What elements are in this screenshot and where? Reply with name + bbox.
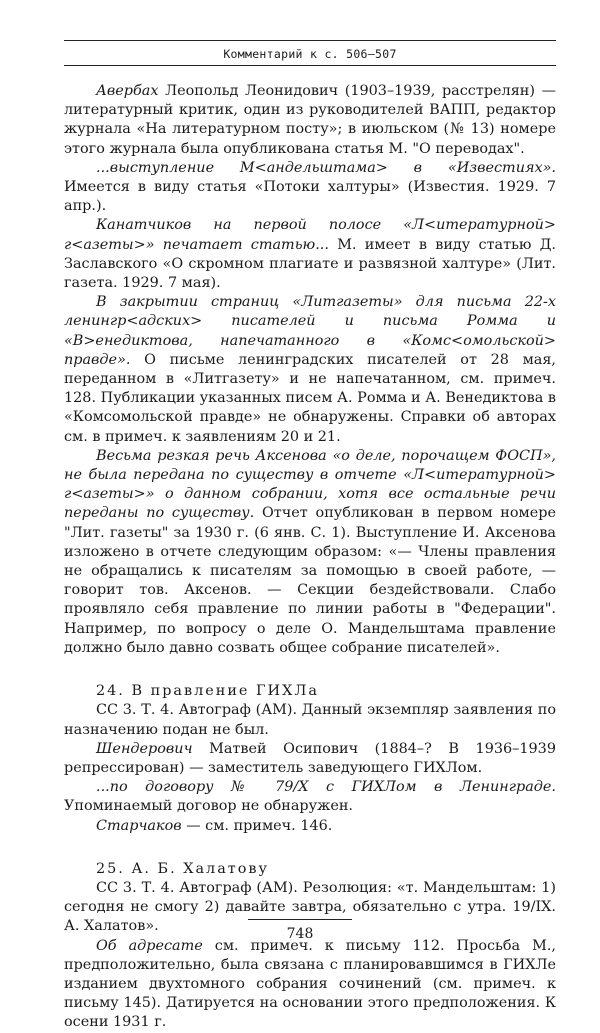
commentary-block-23 xyxy=(64,82,556,658)
commentary-paragraph xyxy=(64,778,556,816)
commentary-text: Имеется в виду статья «Потоки халтуры» (Известия. 1929. 7 апр.). xyxy=(64,179,556,215)
cited-phrase: Об адресате xyxy=(96,937,203,954)
commentary-paragraph xyxy=(64,701,556,739)
commentary-text: Отчет опубликован в первом номере "Лит. газеты" за 1930 г. (6 янв. С. 1). Выступление И. Аксенова изложено в отчете следующим образом: «— Члены правления не обращались к писателям за помощью в своей работе, — говорит тов. Аксенов. — Секции бездействовали. Слабо проявляло себя правление по линии работы в "Федерации". Например, по вопросу о деле О. Мандельштама правление должно было давно созвать общее собрание писателей». xyxy=(64,505,556,656)
commentary-text: см. примеч. к письму 112. Просьба М., предположительно, была связана с планировавшимся в ГИХЛе изданием двухтомного собрания сочинений (см. примеч. к письму 145). Датируется на основании этого предположения. К осени 1931 г. xyxy=(64,937,557,1031)
commentary-paragraph xyxy=(64,740,556,778)
commentary-text: Упоминаемый договор не обнаружен. xyxy=(64,798,354,815)
cited-phrase: Весьма резкая речь Аксенова «о деле, порочащем ФОСП», не была передана по существу в отчете «Л<итературной> г<азеты>» о данном собрании, хотя все остальные речи переданы по существу. xyxy=(64,447,556,522)
cited-phrase: ...выступление М<андельштама> в «Известиях». xyxy=(96,159,556,176)
page-number: 748 xyxy=(286,926,314,942)
commentary-text: О письме ленинградских писателей от 28 мая, переданном в «Литгазету» и не напечатанном, см. примеч. 128. Публикации указанных писем А. Ромма и А. Венедиктова в «Комсомольской правде» не обнаружены. Справки об авторах см. в примеч. к заявлениям 20 и 21. xyxy=(64,351,556,445)
commentary-text: СС 3. Т. 4. Автограф (АМ). Резолюция: «т. Мандельштам: 1) сегодня не смогу 2) давайте завтра, обязательно с утра. 19/IX. А. Халатов». xyxy=(64,879,556,935)
header-bottom-rule xyxy=(64,65,556,66)
footer-rule xyxy=(248,919,352,920)
cited-phrase: В закрытии страниц «Литгазеты» для письма 22-х ленингр<адских> писателей и письма Ромма и «В>енедиктова, напечатанного в «Комс<омольской> правде». xyxy=(64,294,556,368)
cited-phrase: Шендерович xyxy=(96,740,193,757)
commentary-text: — см. примеч. 146. xyxy=(181,817,333,834)
section-24-title: 24. В правление ГИХЛа xyxy=(96,683,319,700)
commentary-paragraph xyxy=(64,216,556,293)
commentary-text: Матвей Осипович (1884–? В 1936–1939 репрессирован) — заместитель заведующего ГИХЛом. xyxy=(64,740,556,776)
header-title: Комментарий к с. 506–507 xyxy=(223,47,397,61)
commentary-paragraph xyxy=(64,447,556,658)
cited-phrase: Авербах xyxy=(96,83,159,99)
running-header xyxy=(64,40,556,61)
cited-phrase: ...по договору № 79/Х с ГИХЛом в Ленинграде. xyxy=(96,779,556,796)
cited-phrase: Канатчиков на первой полосе «Л<итературной> г<азеты>» печатает статью... xyxy=(64,217,556,253)
section-25-title: 25. А. Б. Халатову xyxy=(96,860,269,877)
section-25-body xyxy=(64,879,556,1033)
commentary-paragraph xyxy=(64,159,556,217)
commentary-paragraph xyxy=(64,937,556,1033)
commentary-paragraph xyxy=(64,817,556,836)
section-24-body xyxy=(64,701,556,835)
commentary-text: СС 3. Т. 4. Автограф (АМ). Данный экземпляр заявления по назначению подан не был. xyxy=(64,702,556,738)
commentary-paragraph xyxy=(64,82,556,159)
commentary-text: М. имеет в виду статью Д. Заславского «О скромном плагиате и развязной халтуре» (Лит. газета. 1929. 7 мая). xyxy=(64,236,556,292)
cited-phrase: Старчаков xyxy=(96,817,182,834)
section-25 xyxy=(64,860,556,1033)
commentary-text: Леопольд Леонидович (1903–1939, расстрелян) — литературный критик, один из руководителей ВАПП, редактор журнала «На литературном посту»; в июльском (№ 13) номере этого журнала была опубликована статья М. "О переводах". xyxy=(64,83,556,157)
commentary-paragraph xyxy=(64,293,556,447)
section-24 xyxy=(64,682,556,836)
header-top-rule xyxy=(64,40,556,41)
page-content xyxy=(64,82,556,1033)
